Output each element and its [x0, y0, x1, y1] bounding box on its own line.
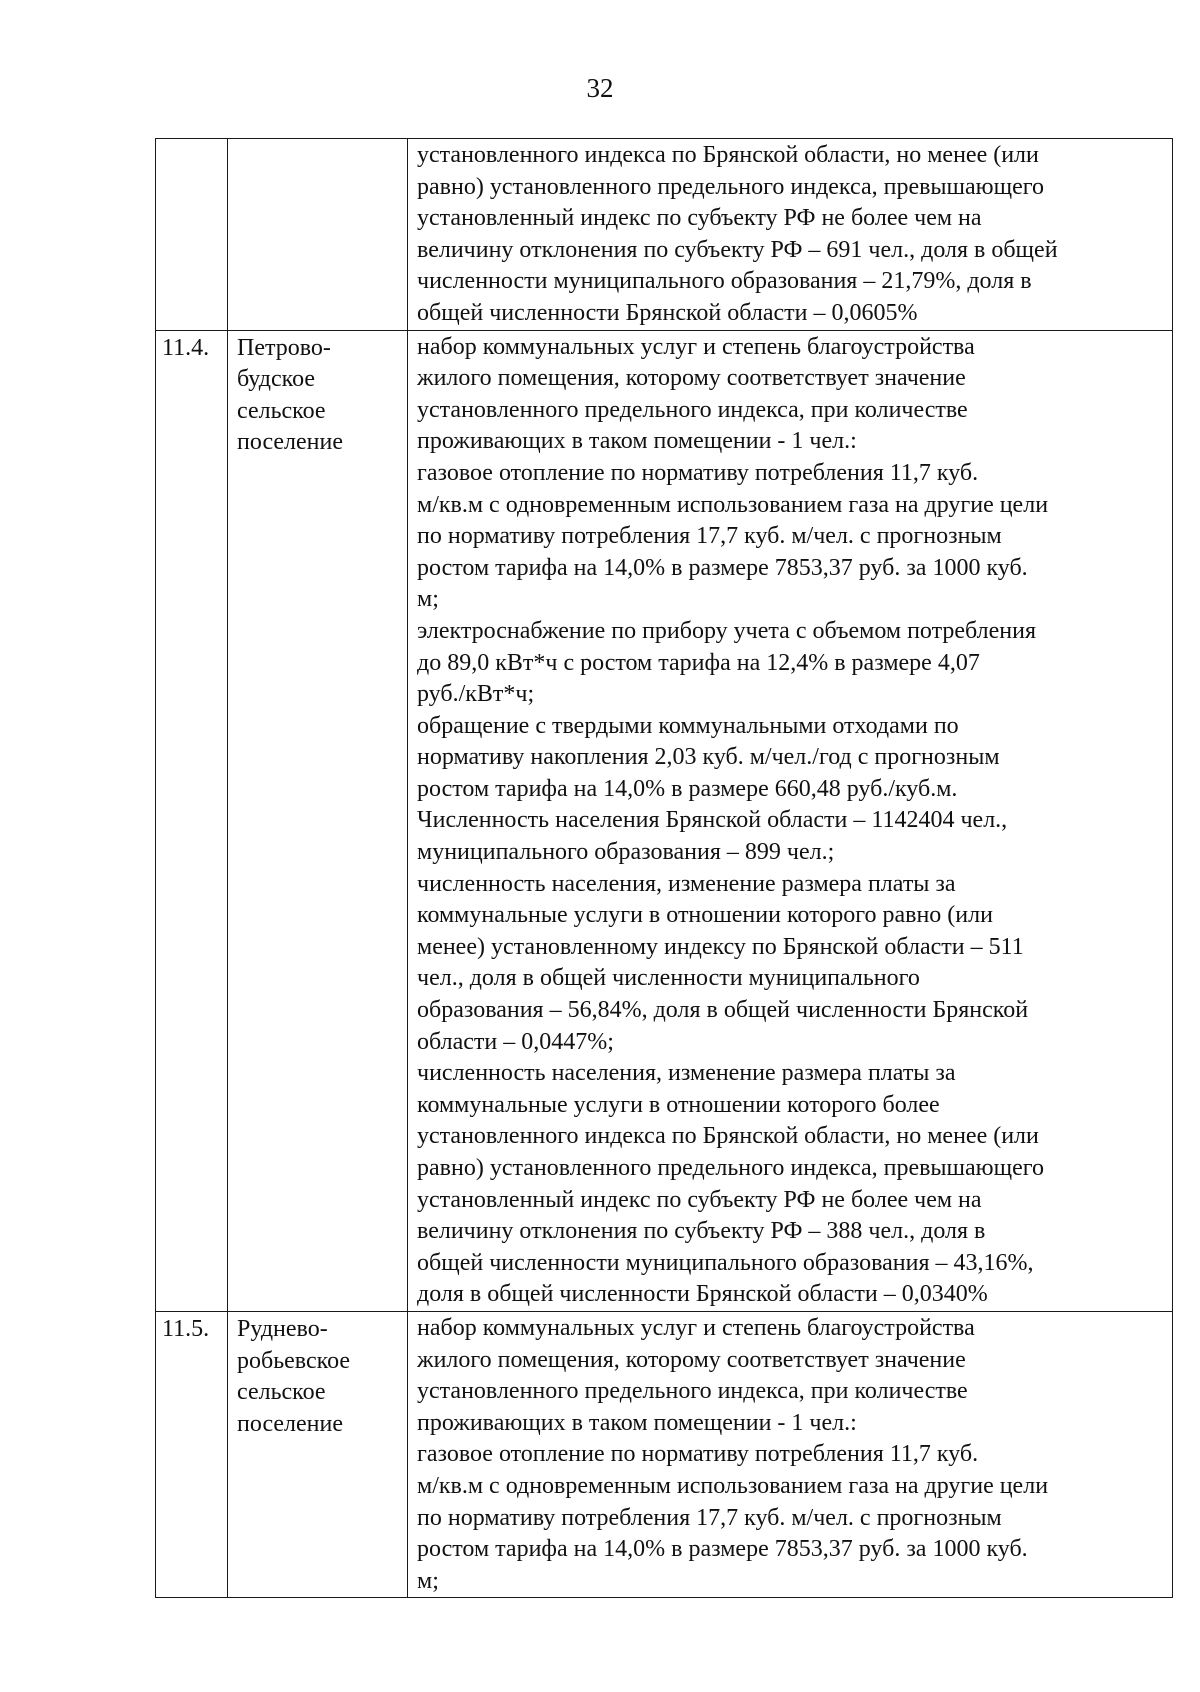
settlement-name-line: будское [237, 366, 316, 393]
description-cell [408, 330, 1173, 1311]
settlement-name-line: сельское [237, 397, 326, 424]
description-line: доля в общей численности Брянской области – 0,0340% [417, 1281, 988, 1308]
description-line: газовое отопление по нормативу потребления 11,7 куб. [417, 459, 979, 486]
row-number: 11.5. [162, 1315, 210, 1342]
description-line: численности муниципального образования – 21,79%, доля в [417, 268, 1032, 295]
table-body [156, 139, 1173, 1598]
settlement-name-line: Петрово- [237, 334, 331, 361]
description-line: по нормативу потребления 17,7 куб. м/чел. с прогнозным [417, 523, 1002, 550]
row-number-cell [156, 330, 228, 1311]
description-line: ростом тарифа на 14,0% в размере 660,48 руб./куб.м. [417, 775, 958, 802]
description-line: установленного предельного индекса, при количестве [417, 396, 968, 423]
description-line: равно) установленного предельного индекса, превышающего [417, 1155, 1044, 1181]
description-line: установленного индекса по Брянской области, но менее (или [417, 142, 1039, 168]
description-line: величину отклонения по субъекту РФ – 388 чел., доля в [417, 1218, 986, 1245]
description-line: ростом тарифа на 14,0% в размере 7853,37 руб. за 1000 куб. [417, 554, 1028, 581]
settlement-name-cell [228, 139, 408, 331]
settlement-name-line: сельское [237, 1379, 326, 1406]
description-line: численность населения, изменение размера платы за [417, 1060, 956, 1087]
settlement-name-cell [228, 330, 408, 1311]
description-line: набор коммунальных услуг и степень благоустройства [417, 333, 975, 360]
description-cell [408, 1311, 1173, 1597]
description-line: установленного индекса по Брянской области, но менее (или [417, 1123, 1039, 1150]
description-line: общей численности Брянской области – 0,0605% [417, 299, 918, 326]
row-number-cell [156, 1311, 228, 1597]
description-line: коммунальные услуги в отношении которого равно (или [417, 902, 993, 929]
description-line: м/кв.м с одновременным использованием газа на другие цели [417, 491, 1049, 518]
description-line: численность населения, изменение размера платы за [417, 870, 956, 897]
description-line: м; [417, 586, 439, 613]
description-line: ростом тарифа на 14,0% в размере 7853,37 руб. за 1000 куб. [417, 1536, 1028, 1563]
description-line: величину отклонения по субъекту РФ – 691 чел., доля в общей [417, 236, 1058, 263]
description-cell [408, 139, 1173, 331]
description-line: жилого помещения, которому соответствует значение [417, 1346, 966, 1373]
settlement-name-line: Руднево- [237, 1315, 328, 1342]
description-line: м; [417, 1567, 439, 1594]
description-line: области – 0,0447%; [417, 1028, 614, 1055]
description-line: м/кв.м с одновременным использованием газа на другие цели [417, 1472, 1049, 1499]
settlement-name-line: поселение [237, 429, 344, 456]
description-line: жилого помещения, которому соответствует значение [417, 365, 966, 392]
page-number: 32 [586, 73, 614, 103]
description-line: образования – 56,84%, доля в общей численности Брянской [417, 997, 1029, 1024]
description-line: по нормативу потребления 17,7 куб. м/чел. с прогнозным [417, 1504, 1002, 1531]
description-line: проживающих в таком помещении - 1 чел.: [417, 1409, 857, 1436]
description-line: коммунальные услуги в отношении которого более [417, 1091, 940, 1118]
settlement-name-line: поселение [237, 1410, 344, 1437]
description-line: обращение с твердыми коммунальными отходами по [417, 712, 959, 739]
description-line: чел., доля в общей численности муниципального [417, 965, 920, 992]
table-row [156, 139, 1173, 331]
tariff-table [155, 138, 1173, 1598]
description-line: до 89,0 кВт*ч с ростом тарифа на 12,4% в размере 4,07 [417, 649, 980, 676]
description-line: установленный индекс по субъекту РФ не более чем на [417, 205, 982, 232]
description-line: проживающих в таком помещении - 1 чел.: [417, 428, 857, 455]
settlement-name-line: робьевское [237, 1347, 351, 1374]
row-number-cell [156, 139, 228, 331]
description-line: общей численности муниципального образования – 43,16%, [417, 1249, 1034, 1276]
row-number: 11.4. [162, 334, 210, 361]
description-line: Численность населения Брянской области – 1142404 чел., [417, 807, 1008, 834]
description-line: муниципального образования – 899 чел.; [417, 839, 835, 866]
description-line: газовое отопление по нормативу потребления 11,7 куб. [417, 1441, 979, 1468]
description-line: равно) установленного предельного индекса, превышающего [417, 173, 1044, 200]
table-row [156, 330, 1173, 1311]
settlement-name-cell [228, 1311, 408, 1597]
table-row [156, 1311, 1173, 1597]
description-line: менее) установленному индексу по Брянской области – 511 [417, 933, 1024, 960]
description-line: набор коммунальных услуг и степень благоустройства [417, 1314, 975, 1341]
description-line: руб./кВт*ч; [417, 681, 535, 708]
description-line: установленный индекс по субъекту РФ не более чем на [417, 1186, 982, 1213]
description-line: электроснабжение по прибору учета с объемом потребления [417, 617, 1036, 644]
description-line: установленного предельного индекса, при количестве [417, 1378, 968, 1405]
description-line: нормативу накопления 2,03 куб. м/чел./год с прогнозным [417, 744, 1000, 771]
